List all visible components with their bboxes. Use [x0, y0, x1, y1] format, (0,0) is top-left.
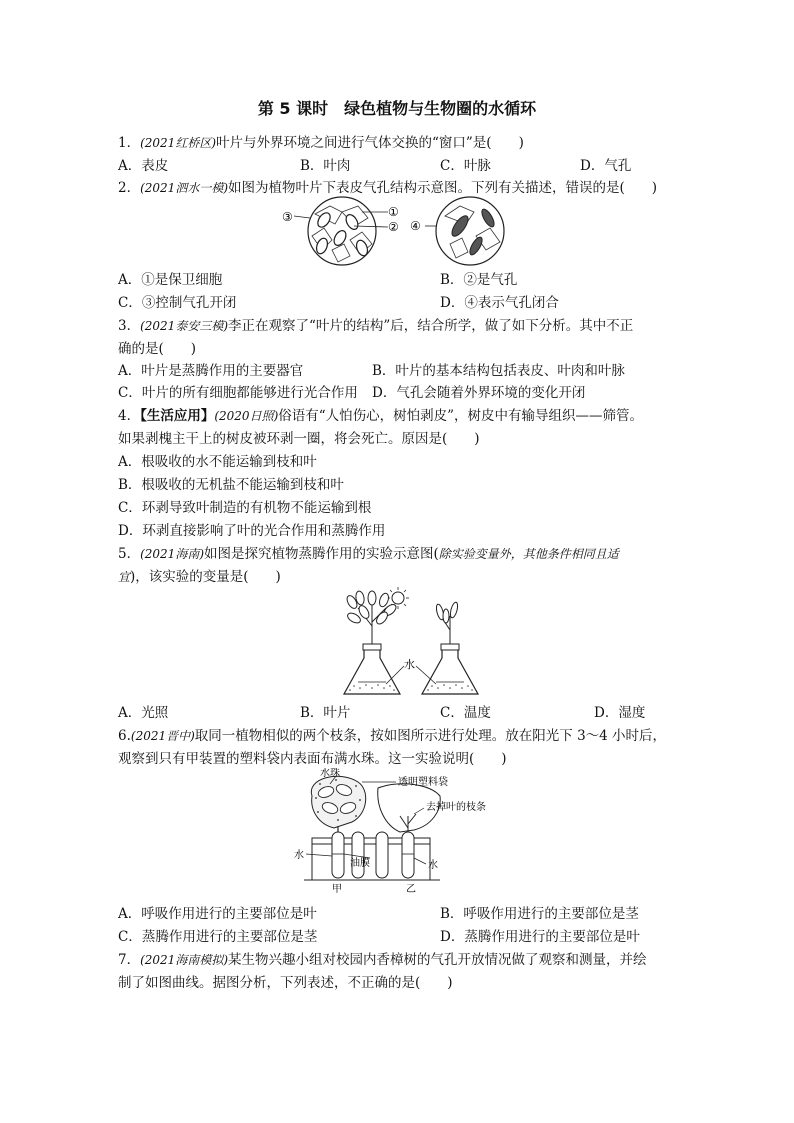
question-source: (2021海南)	[140, 547, 204, 561]
question-7-stem-cont: 制了如图曲线。据图分析，下列表述，不正确的是( )	[118, 975, 453, 991]
q5-option-a: A．光照	[118, 705, 169, 721]
fig-label-2: ②	[388, 220, 399, 234]
question-2-stem	[118, 179, 657, 197]
fig-label-4: ④	[410, 219, 421, 233]
question-number: 6.	[118, 728, 131, 744]
q1-option-d: D．气孔	[580, 158, 632, 174]
question-note-cont: 宜	[118, 570, 131, 584]
fig-label-leafless-branch: 去掉叶的枝条	[426, 802, 486, 813]
question-4-stem-cont: 如果剥槐主干上的树皮被环剥一圈，将会死亡。原因是( )	[118, 431, 480, 447]
question-number: 2．	[118, 180, 141, 196]
q6-option-c: C．蒸腾作用进行的主要部位是茎	[118, 929, 318, 945]
q3-option-c: C．叶片的所有细胞都能够进行光合作用	[118, 385, 358, 401]
q3-option-a: A．叶片是蒸腾作用的主要器官	[118, 363, 304, 379]
q2-option-c: C．③控制气孔开闭	[118, 295, 237, 311]
q1-option-b: B．叶肉	[300, 158, 351, 174]
question-source: (2020日照)	[214, 409, 279, 423]
question-3-stem-cont: 确的是( )	[118, 341, 197, 357]
question-7-stem	[118, 951, 647, 969]
question-5-stem-cont	[118, 568, 281, 586]
q2-option-d: D．④表示气孔闭合	[440, 295, 559, 311]
page-title: 第 5 课时 绿色植物与生物圈的水循环	[257, 99, 537, 118]
fig-label-3: ③	[282, 210, 293, 224]
question-text: 俗语有“人怕伤心，树怕剥皮”，树皮中有输导组织——筛管。	[278, 408, 644, 424]
q6-option-d: D．蒸腾作用进行的主要部位是叶	[440, 929, 640, 945]
question-text: 某生物兴趣小组对校园内香樟树的气孔开放情况做了观察和测量，并绘	[228, 952, 647, 968]
plastic-bag-experiment-figure	[290, 768, 510, 896]
q6-option-b: B．呼吸作用进行的主要部位是茎	[440, 906, 639, 922]
fig-label-yi: 乙	[406, 884, 416, 895]
question-source: (2021泰安三模)	[140, 319, 228, 333]
fig-label-water-right: 水	[428, 860, 438, 871]
fig-label-1: ①	[388, 205, 399, 219]
fig-label-plastic-bag: 透明塑料袋	[398, 777, 448, 788]
q1-option-c: C．叶脉	[440, 158, 491, 174]
q6-option-a: A．呼吸作用进行的主要部位是叶	[118, 906, 317, 922]
question-note: 除实验变量外，其他条件相同且适	[438, 547, 619, 561]
q4-option-b: B．根吸收的无机盐不能运输到枝和叶	[118, 477, 344, 493]
fig-label-droplets: 水珠	[320, 768, 340, 779]
fig-label-oil-film: 油膜	[350, 858, 370, 869]
question-number: 4．	[118, 408, 141, 424]
question-6-stem	[118, 727, 666, 745]
stomata-figure	[280, 196, 520, 268]
q3-option-b: B．叶片的基本结构包括表皮、叶肉和叶脉	[372, 363, 625, 379]
question-text: 取同一植物相似的两个枝条，按如图所示进行处理。放在阳光下 3～4 小时后，	[194, 728, 667, 744]
q5-option-b: B．叶片	[300, 705, 351, 721]
question-text: 如图为植物叶片下表皮气孔结构示意图。下列有关描述，错误的是( )	[228, 180, 658, 196]
fig-label-water-left: 水	[294, 850, 304, 861]
question-1-stem	[118, 134, 524, 152]
question-number: 3．	[118, 318, 141, 334]
q1-option-a: A．表皮	[118, 158, 169, 174]
question-source: (2021泗水一模)	[140, 181, 228, 195]
question-3-stem	[118, 317, 633, 335]
question-source: (2021海南模拟)	[140, 953, 228, 967]
question-source: (2021红桥区)	[140, 136, 216, 150]
stomata-closed-circle	[436, 197, 504, 265]
question-text-cont: )，该实验的变量是( )	[130, 569, 281, 585]
q5-option-c: C．温度	[440, 705, 491, 721]
fig-label-water: 水	[404, 658, 415, 671]
question-text: 如图是探究植物蒸腾作用的实验示意图(	[204, 546, 439, 562]
q3-option-d: D．气孔会随着外界环境的变化开闭	[372, 385, 586, 401]
q4-option-d: D．环剥直接影响了叶的光合作用和蒸腾作用	[118, 523, 386, 539]
question-5-stem	[118, 545, 619, 563]
transpiration-flasks-figure	[330, 586, 490, 700]
question-tag: 【生活应用】	[140, 408, 215, 424]
question-6-stem-cont: 观察到只有甲装置的塑料袋内表面布满水珠。这一实验说明( )	[118, 751, 507, 767]
question-text: 叶片与外界环境之间进行气体交换的“窗口”是( )	[216, 135, 524, 151]
question-number: 1．	[118, 135, 141, 151]
q2-option-a: A．①是保卫细胞	[118, 272, 223, 288]
q5-option-d: D．湿度	[594, 705, 646, 721]
question-source: (2021晋中)	[130, 729, 195, 743]
q4-option-a: A．根吸收的水不能运输到枝和叶	[118, 454, 317, 470]
question-text: 李正在观察了“叶片的结构”后，结合所学，做了如下分析。其中不正	[228, 318, 634, 334]
question-4-stem	[118, 407, 643, 425]
question-number: 7．	[118, 952, 141, 968]
question-number: 5．	[118, 546, 141, 562]
q2-option-b: B．②是气孔	[440, 272, 518, 288]
q4-option-c: C．环剥导致叶制造的有机物不能运输到根	[118, 500, 372, 516]
fig-label-jia: 甲	[332, 884, 342, 895]
